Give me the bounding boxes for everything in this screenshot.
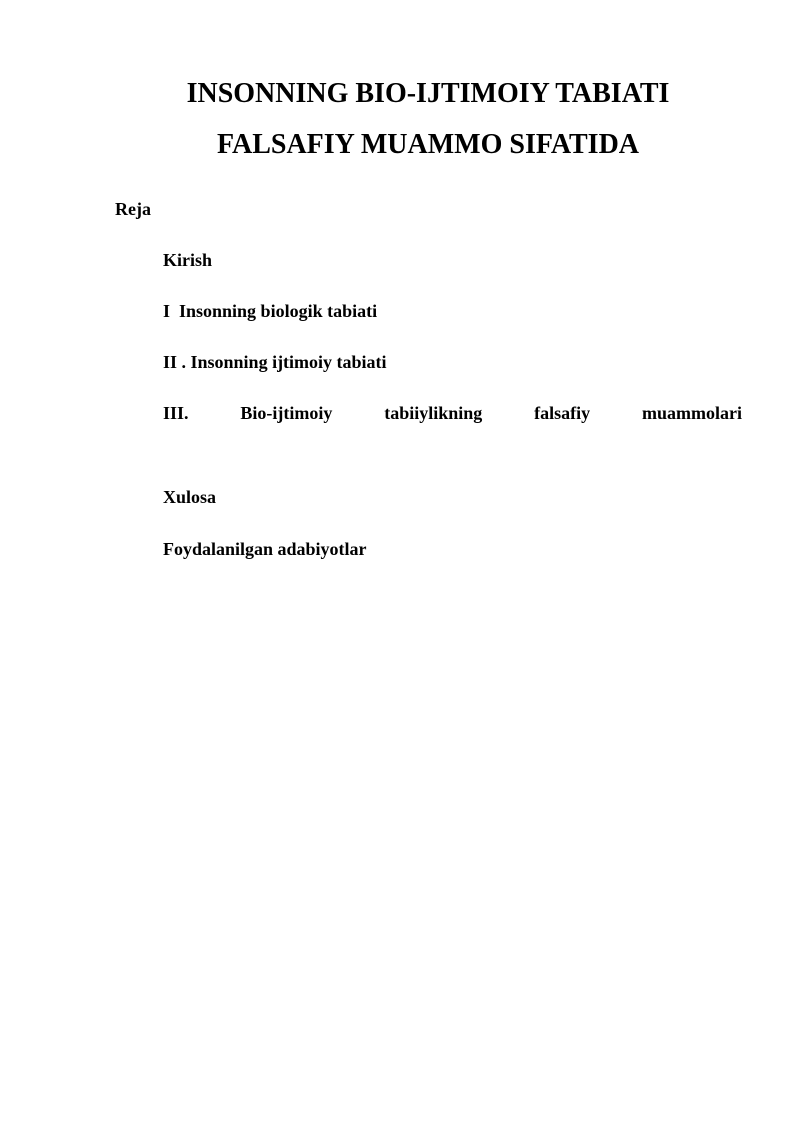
plan-item-references: Foydalanilgan adabiyotlar (163, 539, 367, 559)
page-title-line-1: INSONNING BIO-IJTIMOIY TABIATI (186, 78, 670, 109)
plan-heading: Reja (115, 199, 151, 219)
plan-item-section-3-word: tabiiylikning (384, 403, 483, 423)
plan-item-section-3-word: III. (163, 403, 189, 423)
plan-item-introduction: Kirish (163, 250, 213, 270)
plan-item-section-3-word: falsafiy (534, 403, 591, 423)
plan-item-section-3 (163, 402, 742, 424)
page-title-line-2: FALSAFIY MUAMMO SIFATIDA (216, 129, 640, 160)
plan-item-section-3-word: Bio-ijtimoiy (240, 403, 333, 423)
plan-item-conclusion: Xulosa (163, 487, 217, 507)
plan-item-section-2: II . Insonning ijtimoiy tabiati (163, 352, 387, 372)
plan-item-section-3-word: muammolari (642, 403, 742, 423)
plan-item-section-1: I Insonning biologik tabiati (163, 301, 378, 321)
